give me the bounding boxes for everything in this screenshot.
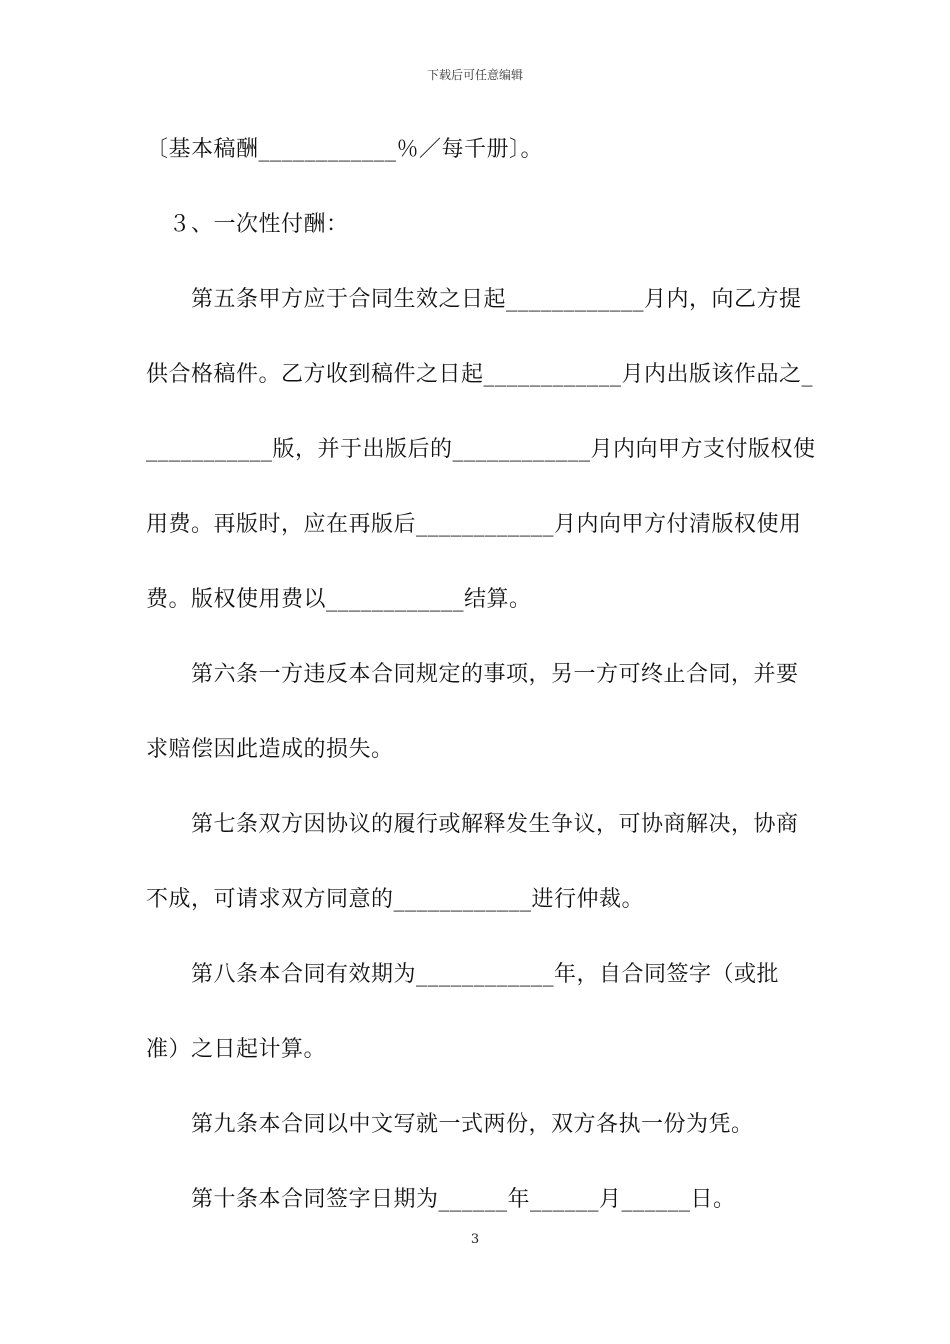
paragraph-line: 第七条双方因协议的履行或解释发生争议，可协商解决，协商 [146, 812, 799, 837]
paragraph-line: 第五条甲方应于合同生效之日起____________月内，向乙方提 [146, 287, 802, 312]
paragraph-line: 〔基本稿酬____________％／每千册〕。 [146, 137, 544, 162]
header-note: 下载后可任意编辑 [426, 68, 523, 82]
paragraph-line: 不成，可请求双方同意的____________进行仲裁。 [146, 887, 645, 912]
page-number: 3 [470, 1232, 480, 1247]
paragraph-line: ___________版，并于出版后的____________月内向甲方支付版权使 [146, 437, 816, 462]
paragraph-line: 求赔偿因此造成的损失。 [146, 737, 394, 762]
paragraph-line: 第九条本合同以中文写就一式两份，双方各执一份为凭。 [146, 1112, 754, 1137]
paragraph-line: 供合格稿件。乙方收到稿件之日起____________月内出版该作品之_ [146, 362, 814, 387]
paragraph-line: 准）之日起计算。 [146, 1037, 327, 1062]
paragraph-line: ３、一次性付酬： [146, 212, 349, 237]
paragraph-line: 第十条本合同签字日期为______年______月______日。 [146, 1187, 736, 1212]
paragraph-line: 用费。再版时，应在再版后____________月内向甲方付清版权使用 [146, 512, 802, 537]
paragraph-line: 第六条一方违反本合同规定的事项，另一方可终止合同，并要 [146, 662, 799, 687]
paragraph-line: 第八条本合同有效期为____________年，自合同签字（或批 [146, 962, 780, 987]
paragraph-line: 费。版权使用费以____________结算。 [146, 587, 532, 612]
